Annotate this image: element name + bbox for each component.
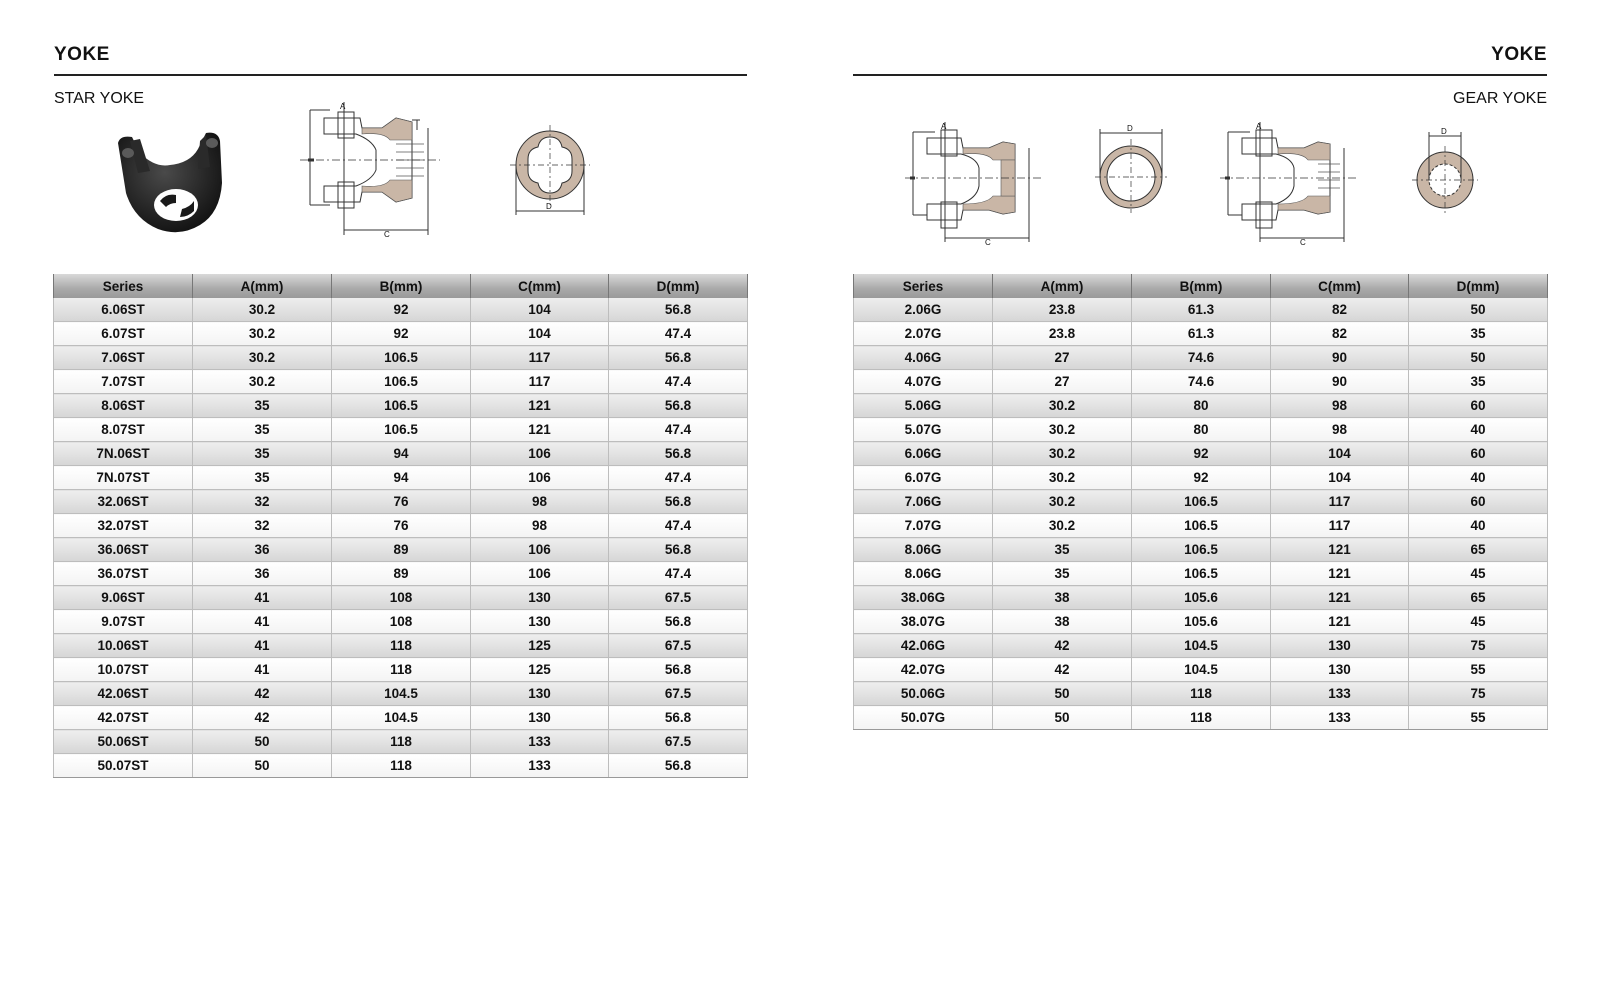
value-cell: 56.8 — [609, 706, 748, 730]
column-header: Series — [854, 274, 993, 298]
value-cell: 118 — [332, 658, 471, 682]
value-cell: 74.6 — [1132, 370, 1271, 394]
table-row — [54, 466, 748, 490]
value-cell: 98 — [1271, 394, 1409, 418]
series-cell: 5.07G — [854, 418, 993, 442]
column-header: C(mm) — [471, 274, 609, 298]
value-cell: 118 — [332, 634, 471, 658]
table-row — [54, 298, 748, 322]
value-cell: 106 — [471, 466, 609, 490]
series-cell: 2.07G — [854, 322, 993, 346]
value-cell: 105.6 — [1132, 610, 1271, 634]
value-cell: 45 — [1409, 610, 1548, 634]
left-page-title: YOKE — [54, 44, 110, 65]
star-yoke-photo — [110, 113, 234, 243]
series-cell: 7N.06ST — [54, 442, 193, 466]
series-cell: 7.06G — [854, 490, 993, 514]
value-cell: 130 — [471, 610, 609, 634]
value-cell: 56.8 — [609, 538, 748, 562]
column-header: B(mm) — [1132, 274, 1271, 298]
table-row — [854, 658, 1548, 682]
value-cell: 56.8 — [609, 490, 748, 514]
table-row — [54, 754, 748, 778]
series-cell: 8.06G — [854, 562, 993, 586]
dimension-label-d: D — [546, 202, 552, 211]
star-yoke-side-drawing — [300, 100, 445, 240]
value-cell: 104 — [471, 322, 609, 346]
dimension-label-c: C — [985, 238, 991, 245]
value-cell: 98 — [471, 490, 609, 514]
series-cell: 5.06G — [854, 394, 993, 418]
series-cell: 9.07ST — [54, 610, 193, 634]
value-cell: 50 — [193, 730, 332, 754]
value-cell: 30.2 — [193, 346, 332, 370]
series-cell: 42.06G — [854, 634, 993, 658]
column-header: A(mm) — [993, 274, 1132, 298]
series-cell: 32.06ST — [54, 490, 193, 514]
value-cell: 61.3 — [1132, 322, 1271, 346]
value-cell: 47.4 — [609, 370, 748, 394]
series-cell: 50.07ST — [54, 754, 193, 778]
gear-yoke-side-drawing-2 — [1220, 120, 1360, 245]
value-cell: 61.3 — [1132, 298, 1271, 322]
value-cell: 67.5 — [609, 682, 748, 706]
table-row — [54, 418, 748, 442]
value-cell: 80 — [1132, 418, 1271, 442]
gear-yoke-subtitle: GEAR YOKE — [1453, 90, 1547, 107]
value-cell: 50 — [193, 754, 332, 778]
value-cell: 55 — [1409, 706, 1548, 730]
dimension-label-c: C — [1300, 238, 1306, 245]
value-cell: 106.5 — [332, 394, 471, 418]
table-header-row — [854, 274, 1548, 298]
value-cell: 50 — [993, 682, 1132, 706]
value-cell: 35 — [993, 562, 1132, 586]
value-cell: 125 — [471, 634, 609, 658]
value-cell: 130 — [1271, 634, 1409, 658]
value-cell: 133 — [1271, 682, 1409, 706]
table-row — [854, 466, 1548, 490]
series-cell: 7.07G — [854, 514, 993, 538]
value-cell: 90 — [1271, 370, 1409, 394]
value-cell: 106.5 — [1132, 538, 1271, 562]
value-cell: 92 — [332, 322, 471, 346]
value-cell: 104 — [471, 298, 609, 322]
table-row — [54, 538, 748, 562]
table-row — [854, 418, 1548, 442]
value-cell: 32 — [193, 514, 332, 538]
table-row — [54, 730, 748, 754]
value-cell: 133 — [471, 730, 609, 754]
series-cell: 6.07ST — [54, 322, 193, 346]
value-cell: 104.5 — [1132, 658, 1271, 682]
table-row — [54, 562, 748, 586]
value-cell: 106.5 — [1132, 514, 1271, 538]
table-row — [854, 442, 1548, 466]
value-cell: 41 — [193, 658, 332, 682]
value-cell: 35 — [193, 466, 332, 490]
value-cell: 82 — [1271, 298, 1409, 322]
series-cell: 6.07G — [854, 466, 993, 490]
value-cell: 92 — [1132, 442, 1271, 466]
dimension-label-c: C — [384, 230, 390, 239]
value-cell: 118 — [332, 730, 471, 754]
value-cell: 30.2 — [193, 298, 332, 322]
value-cell: 56.8 — [609, 610, 748, 634]
column-header: D(mm) — [1409, 274, 1548, 298]
value-cell: 118 — [332, 754, 471, 778]
value-cell: 108 — [332, 610, 471, 634]
value-cell: 65 — [1409, 538, 1548, 562]
value-cell: 121 — [1271, 586, 1409, 610]
series-cell: 50.06G — [854, 682, 993, 706]
value-cell: 32 — [193, 490, 332, 514]
value-cell: 106.5 — [1132, 490, 1271, 514]
value-cell: 35 — [1409, 322, 1548, 346]
dimension-label-a: A — [340, 102, 346, 111]
value-cell: 104.5 — [332, 706, 471, 730]
value-cell: 106 — [471, 538, 609, 562]
value-cell: 38 — [993, 610, 1132, 634]
value-cell: 130 — [471, 706, 609, 730]
series-cell: 42.07G — [854, 658, 993, 682]
value-cell: 104.5 — [332, 682, 471, 706]
series-cell: 50.07G — [854, 706, 993, 730]
series-cell: 2.06G — [854, 298, 993, 322]
value-cell: 130 — [1271, 658, 1409, 682]
table-row — [854, 562, 1548, 586]
value-cell: 105.6 — [1132, 586, 1271, 610]
value-cell: 45 — [1409, 562, 1548, 586]
table-row — [854, 370, 1548, 394]
value-cell: 42 — [193, 682, 332, 706]
series-cell: 36.06ST — [54, 538, 193, 562]
value-cell: 42 — [193, 706, 332, 730]
value-cell: 50 — [1409, 346, 1548, 370]
table-header-row — [54, 274, 748, 298]
series-cell: 8.07ST — [54, 418, 193, 442]
dimension-label-d: D — [1441, 128, 1447, 136]
value-cell: 121 — [1271, 610, 1409, 634]
table-row — [854, 346, 1548, 370]
table-row — [854, 634, 1548, 658]
right-page-title: YOKE — [1491, 44, 1547, 65]
value-cell: 30.2 — [993, 418, 1132, 442]
gear-yoke-spec-table — [853, 274, 1548, 730]
value-cell: 130 — [471, 682, 609, 706]
value-cell: 98 — [471, 514, 609, 538]
series-cell: 50.06ST — [54, 730, 193, 754]
right-title-rule — [853, 74, 1547, 76]
value-cell: 76 — [332, 490, 471, 514]
table-row — [854, 514, 1548, 538]
value-cell: 23.8 — [993, 298, 1132, 322]
value-cell: 94 — [332, 442, 471, 466]
star-yoke-spec-table — [53, 274, 748, 778]
series-cell: 42.06ST — [54, 682, 193, 706]
value-cell: 60 — [1409, 394, 1548, 418]
value-cell: 65 — [1409, 586, 1548, 610]
column-header: D(mm) — [609, 274, 748, 298]
series-cell: 6.06G — [854, 442, 993, 466]
value-cell: 121 — [1271, 562, 1409, 586]
column-header: Series — [54, 274, 193, 298]
value-cell: 80 — [1132, 394, 1271, 418]
value-cell: 121 — [1271, 538, 1409, 562]
series-cell: 4.07G — [854, 370, 993, 394]
value-cell: 117 — [1271, 490, 1409, 514]
series-cell: 38.07G — [854, 610, 993, 634]
series-cell: 6.06ST — [54, 298, 193, 322]
value-cell: 30.2 — [993, 514, 1132, 538]
value-cell: 36 — [193, 562, 332, 586]
table-row — [54, 394, 748, 418]
value-cell: 104 — [1271, 442, 1409, 466]
value-cell: 23.8 — [993, 322, 1132, 346]
value-cell: 41 — [193, 610, 332, 634]
series-cell: 4.06G — [854, 346, 993, 370]
value-cell: 30.2 — [193, 322, 332, 346]
series-cell: 42.07ST — [54, 706, 193, 730]
series-cell: 7N.07ST — [54, 466, 193, 490]
table-row — [854, 586, 1548, 610]
dimension-label-a: A — [1256, 122, 1262, 131]
column-header: B(mm) — [332, 274, 471, 298]
dimension-label-d: D — [1127, 125, 1133, 133]
value-cell: 56.8 — [609, 346, 748, 370]
value-cell: 67.5 — [609, 634, 748, 658]
value-cell: 117 — [471, 370, 609, 394]
value-cell: 56.8 — [609, 754, 748, 778]
value-cell: 40 — [1409, 514, 1548, 538]
value-cell: 55 — [1409, 658, 1548, 682]
value-cell: 106.5 — [1132, 562, 1271, 586]
value-cell: 56.8 — [609, 298, 748, 322]
value-cell: 50 — [1409, 298, 1548, 322]
value-cell: 40 — [1409, 466, 1548, 490]
value-cell: 40 — [1409, 418, 1548, 442]
value-cell: 75 — [1409, 634, 1548, 658]
value-cell: 47.4 — [609, 322, 748, 346]
value-cell: 106.5 — [332, 418, 471, 442]
value-cell: 27 — [993, 370, 1132, 394]
value-cell: 118 — [1132, 682, 1271, 706]
table-row — [54, 322, 748, 346]
value-cell: 92 — [1132, 466, 1271, 490]
value-cell: 98 — [1271, 418, 1409, 442]
series-cell: 10.07ST — [54, 658, 193, 682]
value-cell: 133 — [1271, 706, 1409, 730]
table-row — [54, 346, 748, 370]
table-row — [854, 322, 1548, 346]
value-cell: 89 — [332, 562, 471, 586]
value-cell: 30.2 — [993, 394, 1132, 418]
value-cell: 41 — [193, 586, 332, 610]
value-cell: 130 — [471, 586, 609, 610]
series-cell: 8.06G — [854, 538, 993, 562]
series-cell: 7.07ST — [54, 370, 193, 394]
value-cell: 47.4 — [609, 562, 748, 586]
table-row — [54, 514, 748, 538]
series-cell: 10.06ST — [54, 634, 193, 658]
table-row — [854, 538, 1548, 562]
series-cell: 32.07ST — [54, 514, 193, 538]
table-row — [854, 682, 1548, 706]
series-cell: 38.06G — [854, 586, 993, 610]
value-cell: 82 — [1271, 322, 1409, 346]
value-cell: 106.5 — [332, 370, 471, 394]
value-cell: 106.5 — [332, 346, 471, 370]
value-cell: 27 — [993, 346, 1132, 370]
value-cell: 108 — [332, 586, 471, 610]
table-row — [54, 658, 748, 682]
value-cell: 42 — [993, 658, 1132, 682]
left-title-rule — [54, 74, 747, 76]
table-row — [54, 586, 748, 610]
value-cell: 60 — [1409, 442, 1548, 466]
value-cell: 35 — [1409, 370, 1548, 394]
value-cell: 106 — [471, 562, 609, 586]
value-cell: 47.4 — [609, 514, 748, 538]
value-cell: 41 — [193, 634, 332, 658]
value-cell: 74.6 — [1132, 346, 1271, 370]
value-cell: 50 — [993, 706, 1132, 730]
table-row — [854, 490, 1548, 514]
value-cell: 89 — [332, 538, 471, 562]
value-cell: 121 — [471, 418, 609, 442]
value-cell: 118 — [1132, 706, 1271, 730]
value-cell: 35 — [193, 418, 332, 442]
value-cell: 117 — [1271, 514, 1409, 538]
value-cell: 125 — [471, 658, 609, 682]
value-cell: 47.4 — [609, 418, 748, 442]
table-row — [854, 706, 1548, 730]
value-cell: 60 — [1409, 490, 1548, 514]
value-cell: 30.2 — [993, 466, 1132, 490]
gear-yoke-end-drawing-2 — [1410, 128, 1480, 218]
value-cell: 104 — [1271, 466, 1409, 490]
value-cell: 92 — [332, 298, 471, 322]
star-yoke-subtitle: STAR YOKE — [54, 90, 145, 107]
value-cell: 42 — [993, 634, 1132, 658]
column-header: C(mm) — [1271, 274, 1409, 298]
gear-yoke-end-drawing-1 — [1095, 125, 1167, 215]
value-cell: 67.5 — [609, 586, 748, 610]
value-cell: 30.2 — [993, 442, 1132, 466]
value-cell: 121 — [471, 394, 609, 418]
value-cell: 76 — [332, 514, 471, 538]
table-row — [854, 298, 1548, 322]
table-row — [54, 706, 748, 730]
gear-yoke-side-drawing-1 — [905, 120, 1045, 245]
dimension-label-a: A — [941, 122, 947, 131]
value-cell: 106 — [471, 442, 609, 466]
value-cell: 38 — [993, 586, 1132, 610]
table-row — [854, 610, 1548, 634]
value-cell: 36 — [193, 538, 332, 562]
value-cell: 56.8 — [609, 394, 748, 418]
value-cell: 35 — [993, 538, 1132, 562]
table-row — [54, 682, 748, 706]
series-cell: 7.06ST — [54, 346, 193, 370]
value-cell: 94 — [332, 466, 471, 490]
table-row — [54, 370, 748, 394]
value-cell: 30.2 — [193, 370, 332, 394]
series-cell: 8.06ST — [54, 394, 193, 418]
value-cell: 75 — [1409, 682, 1548, 706]
table-row — [54, 610, 748, 634]
value-cell: 133 — [471, 754, 609, 778]
value-cell: 67.5 — [609, 730, 748, 754]
value-cell: 90 — [1271, 346, 1409, 370]
value-cell: 47.4 — [609, 466, 748, 490]
table-row — [54, 442, 748, 466]
table-row — [54, 490, 748, 514]
value-cell: 56.8 — [609, 658, 748, 682]
value-cell: 104.5 — [1132, 634, 1271, 658]
series-cell: 9.06ST — [54, 586, 193, 610]
star-yoke-end-drawing — [510, 125, 590, 220]
table-row — [54, 634, 748, 658]
value-cell: 35 — [193, 394, 332, 418]
value-cell: 117 — [471, 346, 609, 370]
value-cell: 56.8 — [609, 442, 748, 466]
series-cell: 36.07ST — [54, 562, 193, 586]
value-cell: 35 — [193, 442, 332, 466]
column-header: A(mm) — [193, 274, 332, 298]
table-row — [854, 394, 1548, 418]
value-cell: 30.2 — [993, 490, 1132, 514]
